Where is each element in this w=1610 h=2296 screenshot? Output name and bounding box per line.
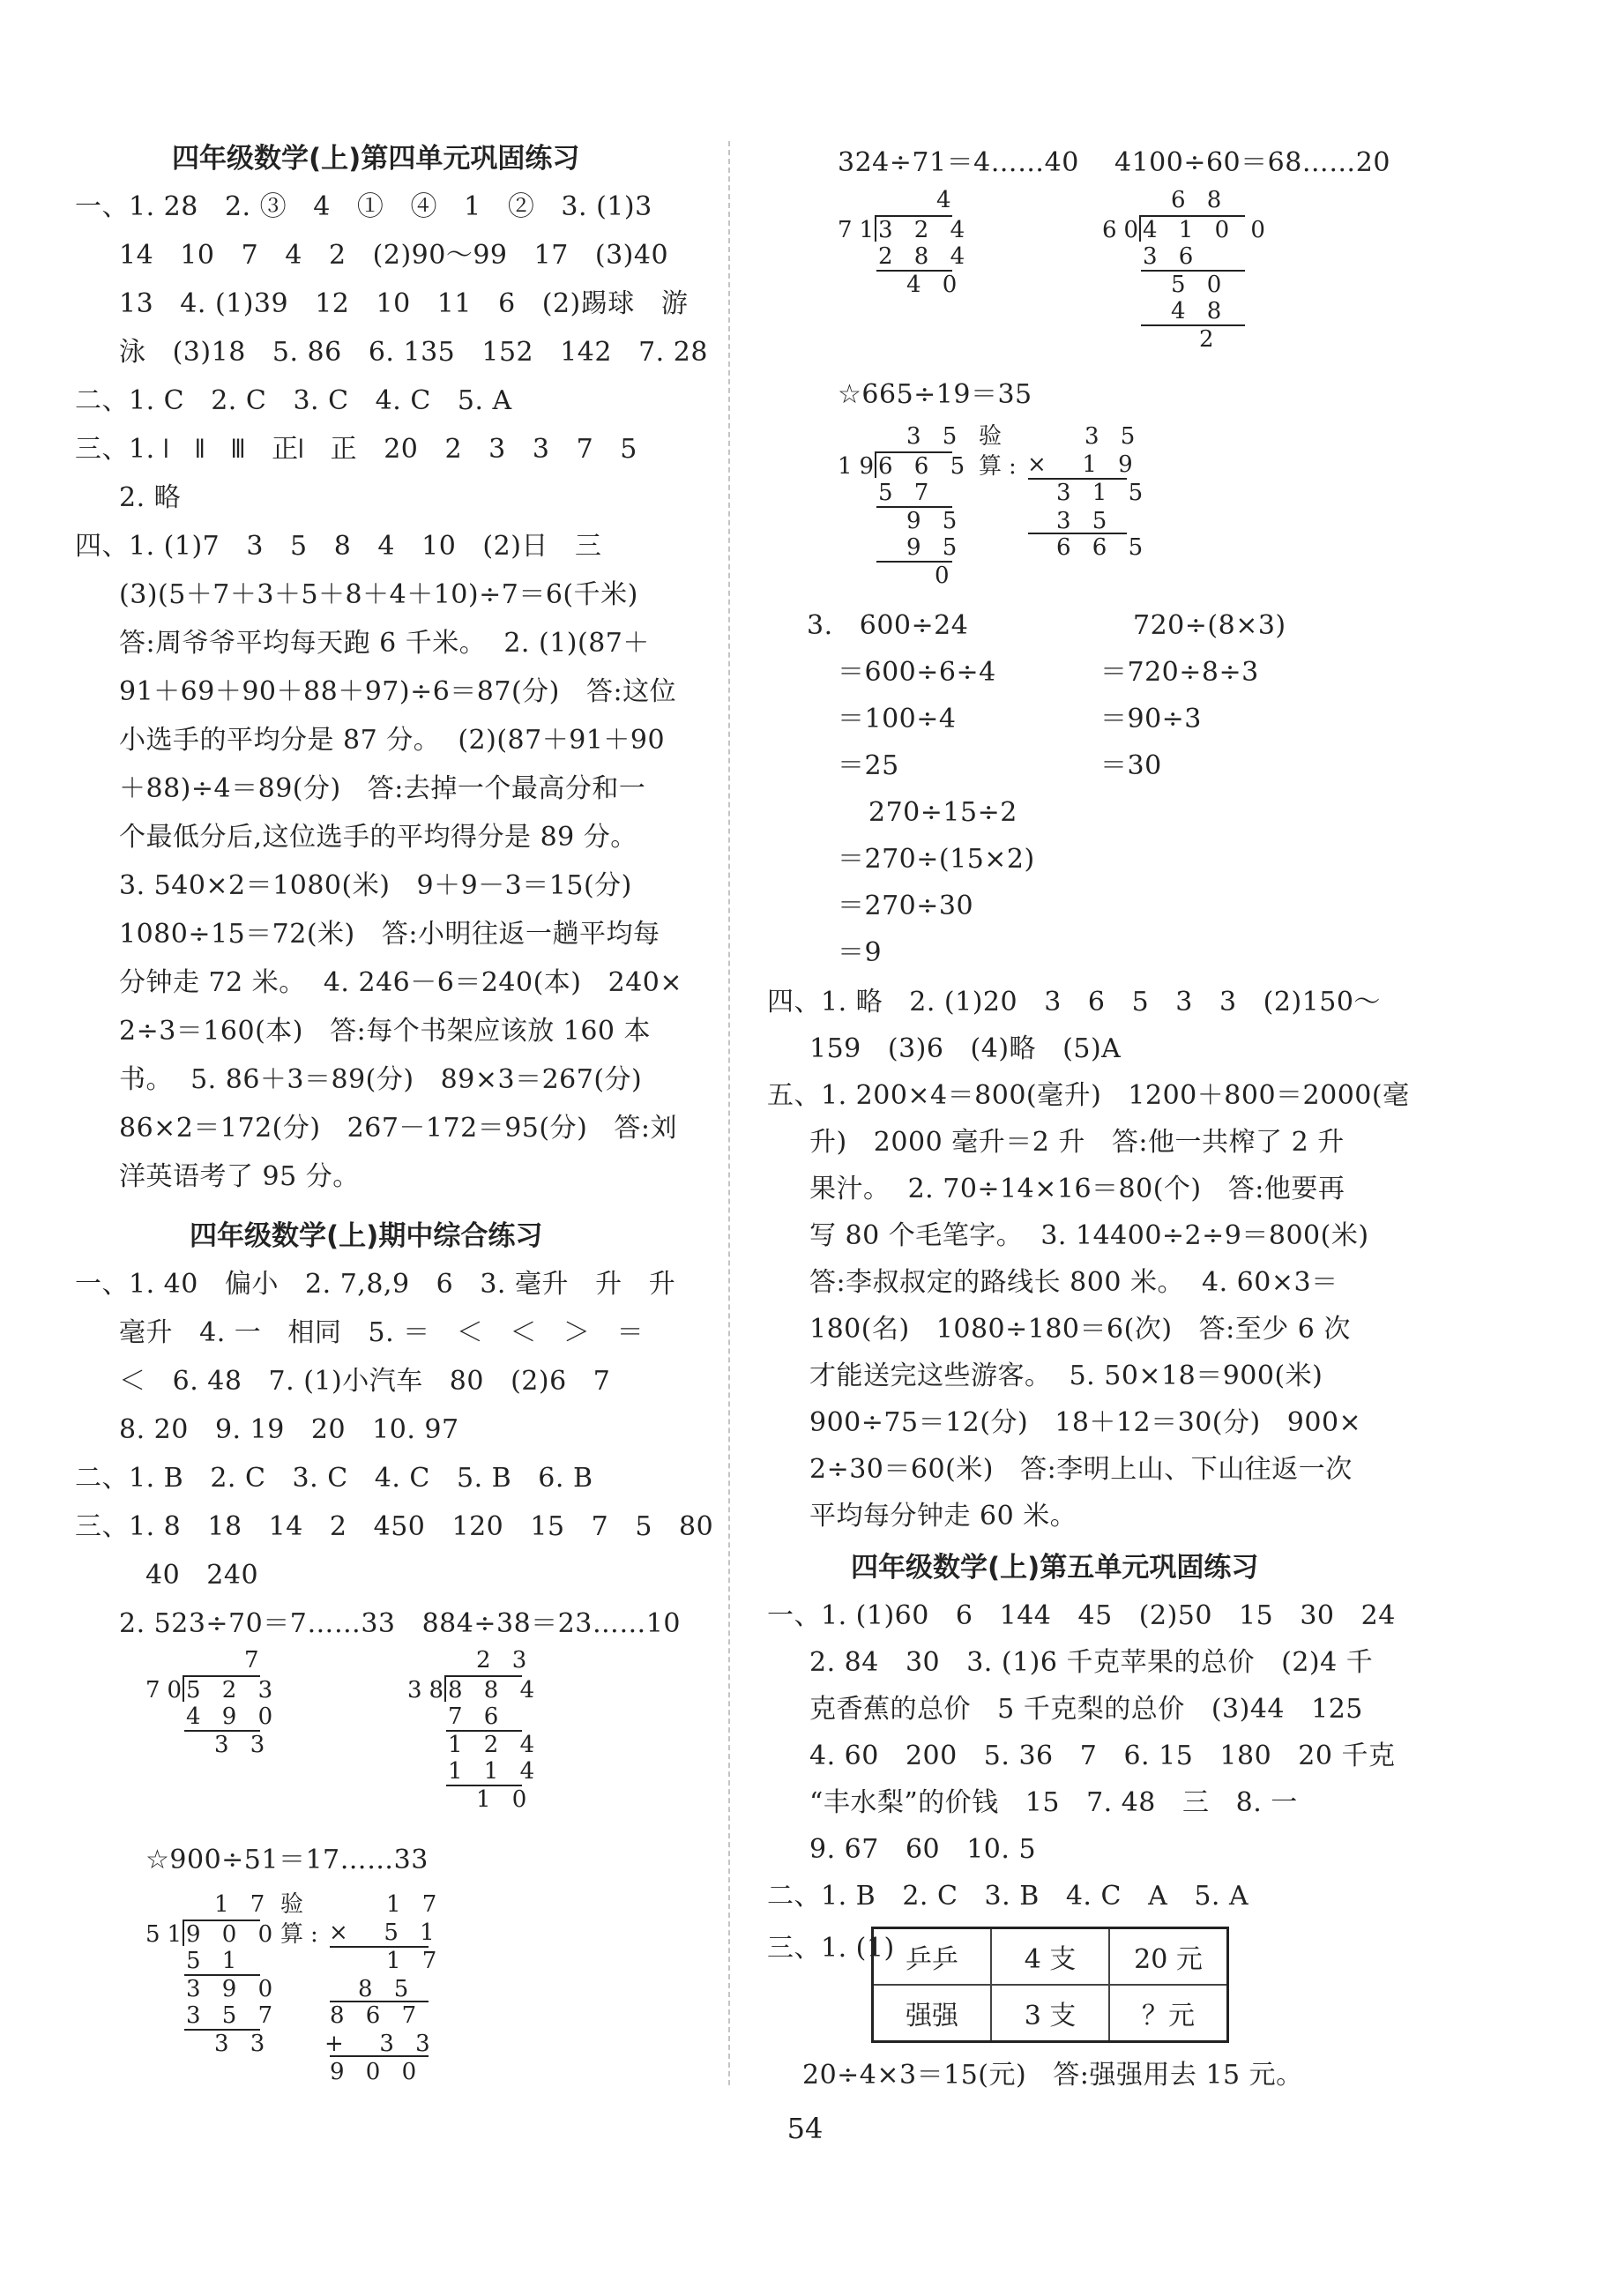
answer-line: 毫升 4. 一 相同 5. ＝ ＜ ＜ ＞ ＝ (119, 1317, 645, 1348)
answer-line: 2. 略 (119, 482, 182, 513)
answer-line: 平均每分钟走 60 米。 (809, 1501, 1077, 1532)
calc-step: ＝720÷8÷3 (1100, 657, 1259, 688)
answer-line: 900÷75＝12(分) 18＋12＝30(分) 900× (809, 1407, 1362, 1438)
section-title-midterm: 四年级数学(上)期中综合练习 (190, 1220, 543, 1252)
calc-step: 270÷15÷2 (868, 797, 1017, 828)
answer-line: “丰水梨”的价钱 15 7. 48 三 8. 一 (809, 1787, 1298, 1818)
table-cell: 乒乒 (873, 1928, 992, 1986)
answer-line: 五、1. 200×4＝800(毫升) 1200＋800＝2000(毫 (767, 1080, 1410, 1111)
answer-line: 四、1. (1)7 3 5 8 4 10 (2)日 三 (75, 531, 602, 562)
answer-line: 180(名) 1080÷180＝6(次) 答:至少 6 次 (809, 1314, 1351, 1345)
calc-step: ＝600÷6÷4 (838, 657, 996, 688)
answer-line: 2. 523÷70＝7……33 884÷38＝23……10 (119, 1608, 682, 1639)
answer-line: 洋英语考了 95 分。 (119, 1161, 360, 1192)
section-title-unit4: 四年级数学(上)第四单元巩固练习 (172, 143, 580, 175)
answer-line: 书。 5. 86＋3＝89(分) 89×3＝267(分) (119, 1064, 643, 1095)
answer-line: 3. 540×2＝1080(米) 9＋9－3＝15(分) (119, 870, 632, 901)
table-cell: 4 支 (991, 1928, 1109, 1986)
answer-line: 升) 2000 毫升＝2 升 答:他一共榨了 2 升 (809, 1127, 1345, 1158)
answer-line: 4. 60 200 5. 36 7 6. 15 180 20 千克 (809, 1741, 1396, 1771)
answer-line: 86×2＝172(分) 267－172＝95(分) 答:刘 (119, 1113, 677, 1144)
calc-step: 3. 600÷24 (807, 610, 969, 641)
price-table (871, 1927, 1229, 2043)
answer-line: ＋88)÷4＝89(分) 答:去掉一个最高分和一 (119, 773, 646, 804)
calc-step: 720÷(8×3) (1133, 610, 1286, 641)
table-cell: 20 元 (1109, 1928, 1228, 1986)
answer-line: 2÷3＝160(本) 答:每个书架应该放 160 本 (119, 1016, 652, 1047)
answer-line: 9. 67 60 10. 5 (809, 1834, 1037, 1865)
answer-line: 才能送完这些游客。 5. 50×18＝900(米) (809, 1360, 1323, 1391)
answer-line: 2÷30＝60(米) 答:李明上山、下山往返一次 (809, 1454, 1353, 1485)
answer-line: 三、1. (1) (767, 1933, 895, 1964)
table-row (873, 1928, 1228, 1986)
calc-step: ＝9 (838, 937, 883, 968)
answer-line: 1080÷15＝72(米) 答:小明往返一趟平均每 (119, 919, 660, 950)
calc-step: ＝270÷(15×2) (838, 844, 1035, 875)
answer-line: 8. 20 9. 19 20 10. 97 (119, 1414, 459, 1445)
answer-line: 小选手的平均分是 87 分。 (2)(87＋91＋90 (119, 725, 666, 756)
answer-line: 91＋69＋90＋88＋97)÷6＝87(分) 答:这位 (119, 676, 677, 707)
division-equations: 324÷71＝4……40 4100÷60＝68……20 (838, 147, 1390, 178)
answer-line: 二、1. B 2. C 3. C 4. C 5. B 6. B (75, 1463, 593, 1494)
answer-line: 写 80 个毛笔字。 3. 14400÷2÷9＝800(米) (809, 1220, 1369, 1251)
star-equation: ☆900÷51＝17……33 (145, 1845, 429, 1875)
answer-line: 个最低分后,这位选手的平均得分是 89 分。 (119, 822, 637, 853)
table-cell: ？元 (1109, 1985, 1228, 2042)
answer-line: 一、1. (1)60 6 144 45 (2)50 15 30 24 (767, 1600, 1396, 1631)
star-equation: ☆665÷19＝35 (838, 379, 1032, 410)
answer-line: 13 4. (1)39 12 10 11 6 (2)踢球 游 (119, 288, 689, 319)
answer-line: (3)(5＋7＋3＋5＋8＋4＋10)÷7＝6(千米) (119, 579, 638, 610)
answer-line: 答:李叔叔定的路线长 800 米。 4. 60×3＝ (809, 1267, 1338, 1298)
section-title-unit5: 四年级数学(上)第五单元巩固练习 (851, 1552, 1259, 1584)
column-divider (728, 141, 730, 2085)
answer-line: 分钟走 72 米。 4. 246－6＝240(本) 240× (119, 967, 682, 998)
answer-line: 159 (3)6 (4)略 (5)A (809, 1033, 1122, 1064)
answer-line: 果汁。 2. 70÷14×16＝80(个) 答:他要再 (809, 1174, 1345, 1204)
answer-line: ＜ 6. 48 7. (1)小汽车 80 (2)6 7 (119, 1366, 611, 1397)
table-cell: 强强 (873, 1985, 992, 2042)
answer-line: 泳 (3)18 5. 86 6. 135 152 142 7. 28 (119, 337, 708, 368)
calc-step: ＝30 (1100, 750, 1162, 781)
table-row (873, 1985, 1228, 2042)
calc-step: ＝100÷4 (838, 704, 957, 734)
answer-line: 40 240 (145, 1560, 259, 1591)
answer-line: 三、1. 𝍩 𝍪 𝍫 正𝍩 正 20 2 3 3 7 5 (75, 434, 637, 465)
calc-step: ＝90÷3 (1100, 704, 1202, 734)
page-number: 54 (786, 2112, 824, 2145)
answer-line: 14 10 7 4 2 (2)90～99 17 (3)40 (119, 240, 669, 271)
answer-line: 一、1. 28 2. ③ 4 ① ④ 1 ② 3. (1)3 (75, 191, 652, 222)
answer-line: 三、1. 8 18 14 2 450 120 15 7 5 80 (75, 1511, 714, 1542)
answer-line: 2. 84 30 3. (1)6 千克苹果的总价 (2)4 千 (809, 1647, 1374, 1678)
answer-line: 答:周爷爷平均每天跑 6 千米。 2. (1)(87＋ (119, 628, 650, 659)
answer-line: 二、1. C 2. C 3. C 4. C 5. A (75, 385, 512, 416)
answer-line: 20÷4×3＝15(元) 答:强强用去 15 元。 (802, 2060, 1303, 2091)
calc-step: ＝25 (838, 750, 899, 781)
table-cell: 3 支 (991, 1985, 1109, 2042)
answer-line: 克香蕉的总价 5 千克梨的总价 (3)44 125 (809, 1694, 1363, 1725)
answer-line: 二、1. B 2. C 3. B 4. C A 5. A (767, 1881, 1249, 1912)
calc-step: ＝270÷30 (838, 891, 974, 921)
answer-line: 一、1. 40 偏小 2. 7,8,9 6 3. 毫升 升 升 (75, 1269, 676, 1300)
answer-line: 四、1. 略 2. (1)20 3 6 5 3 3 (2)150～ (767, 987, 1381, 1018)
